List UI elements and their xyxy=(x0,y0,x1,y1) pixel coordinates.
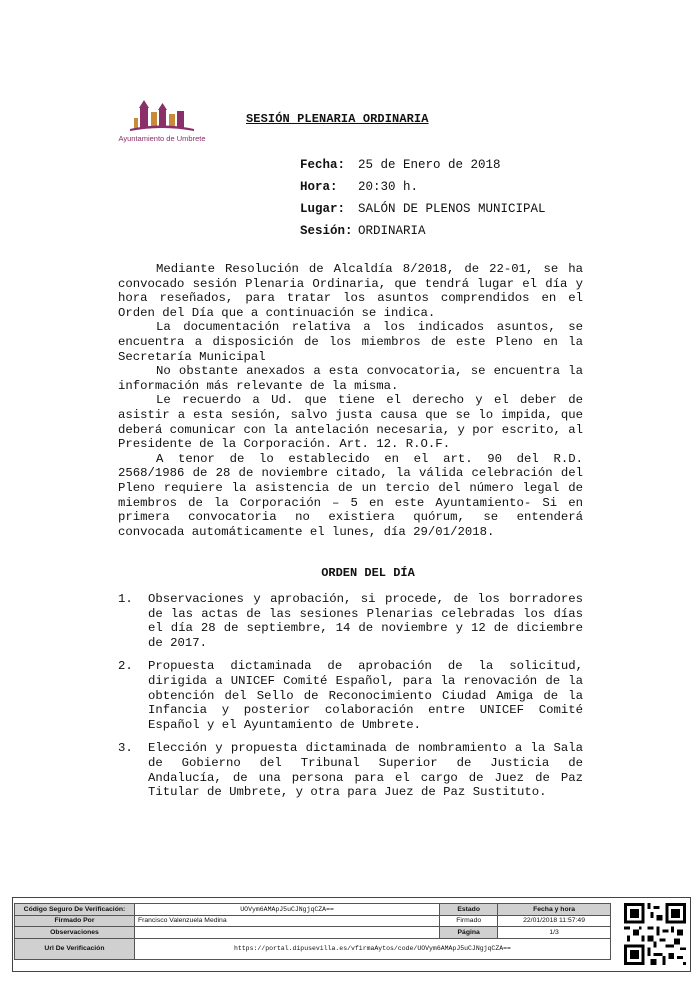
url-label: Url De Verificación xyxy=(15,938,135,959)
meta-row-sesion xyxy=(300,220,546,242)
agenda-item-number: 2. xyxy=(118,659,133,674)
signature-verification-table xyxy=(14,903,611,960)
session-details xyxy=(300,154,546,242)
meta-value: 20:30 h. xyxy=(358,180,419,194)
estado-value: Firmado xyxy=(440,915,498,927)
csv-value[interactable]: UOVym6AMApJ5uCJNgjqCZA== xyxy=(134,904,439,916)
estado-label: Estado xyxy=(440,904,498,916)
agenda-item-number: 3. xyxy=(118,741,133,756)
logo-caption: Ayuntamiento de Umbrete xyxy=(118,134,206,143)
meta-label: Lugar: xyxy=(300,202,346,216)
csv-label: Código Seguro De Verificación: xyxy=(15,904,135,916)
pagina-label: Página xyxy=(440,927,498,939)
firmado-por-label: Firmado Por xyxy=(15,915,135,927)
meta-label: Sesión: xyxy=(300,224,353,238)
paragraph-resolucion: Mediante Resolución de Alcaldía 8/2018, de 22-01, se ha convocado sesión Plenaria Ordinaria, que tendrá lugar el día y hora reseñados, para tratar los asuntos comprendidos en el Orden del Día que a continuación se indica. xyxy=(118,262,583,320)
agenda-list xyxy=(118,592,583,809)
convocatoria-body xyxy=(118,262,583,539)
paragraph-documentacion: La documentación relativa a los indicados asuntos, se encuentra a disposición de los miembros de este Pleno en la Secretaría Municipal xyxy=(118,320,583,364)
observaciones-label: Observaciones xyxy=(15,927,135,939)
meta-row-fecha xyxy=(300,154,546,176)
agenda-item xyxy=(118,741,583,799)
agenda-item xyxy=(118,592,583,650)
meta-row-lugar xyxy=(300,198,546,220)
meta-label: Hora: xyxy=(300,180,338,194)
meta-value: ORDINARIA xyxy=(358,224,426,238)
document-title: SESIÓN PLENARIA ORDINARIA xyxy=(246,112,429,126)
agenda-item xyxy=(118,659,583,732)
meta-row-hora xyxy=(300,176,546,198)
order-of-day-title: ORDEN DEL DÍA xyxy=(321,566,415,580)
meta-label: Fecha: xyxy=(300,158,346,172)
url-verificacion-link[interactable]: https://portal.dipusevilla.es/vfirmaAytos/code/UOVym6AMApJ5uCJNgjqCZA== xyxy=(134,938,610,959)
agenda-item-text: Propuesta dictaminada de aprobación de la solicitud, dirigida a UNICEF Comité Español, para la renovación de la obtención del Sello de Reconocimiento Ciudad Amiga de la Infancia y posterior colaboración entre UNICEF Comité Español y el Ayuntamiento de Umbrete. xyxy=(148,659,583,732)
paragraph-quorum: A tenor de lo establecido en el art. 90 del R.D. 2568/1986 de 28 de noviembre citado, la válida celebración del Pleno requiere la asistencia de un tercio del número legal de miembros de la Corporación – 5 en este Ayuntamiento- Si en primera convocatoria no existiera quórum, se entenderá convocada automáticamente el lunes, día 29/01/2018. xyxy=(118,451,583,539)
firmado-por-value: Francisco Valenzuela Medina xyxy=(134,915,439,927)
qr-code-icon xyxy=(624,903,686,965)
fecha-hora-label: Fecha y hora xyxy=(498,904,611,916)
meta-value: 25 de Enero de 2018 xyxy=(358,158,501,172)
agenda-item-text: Observaciones y aprobación, si procede, de los borradores de las actas de las sesiones Plenarias celebradas los días el día 28 de septiembre, 14 de noviembre y 12 de diciembre de 2017. xyxy=(148,592,583,650)
pagina-value: 1/3 xyxy=(498,927,611,939)
paragraph-anexos: No obstante anexados a esta convocatoria, se encuentra la información más relevante de la misma. xyxy=(118,364,583,393)
paragraph-recordatorio: Le recuerdo a Ud. que tiene el derecho y el deber de asistir a esta sesión, salvo justa causa que se lo impida, que deberá comunicar con la antelación necesaria, y por escrito, al Presidente de la Corporación. Art. 12. R.O.F. xyxy=(118,393,583,452)
observaciones-value xyxy=(134,927,439,939)
meta-value: SALÓN DE PLENOS MUNICIPAL xyxy=(358,202,546,216)
fecha-hora-value: 22/01/2018 11:57:49 xyxy=(498,915,611,927)
agenda-item-text: Elección y propuesta dictaminada de nombramiento a la Sala de Gobierno del Tribunal Superior de Justicia de Andalucía, de una persona para el cargo de Juez de Paz Titular de Umbrete, y otra para Juez de Paz Sustituto. xyxy=(148,741,583,800)
agenda-item-number: 1. xyxy=(118,592,133,606)
